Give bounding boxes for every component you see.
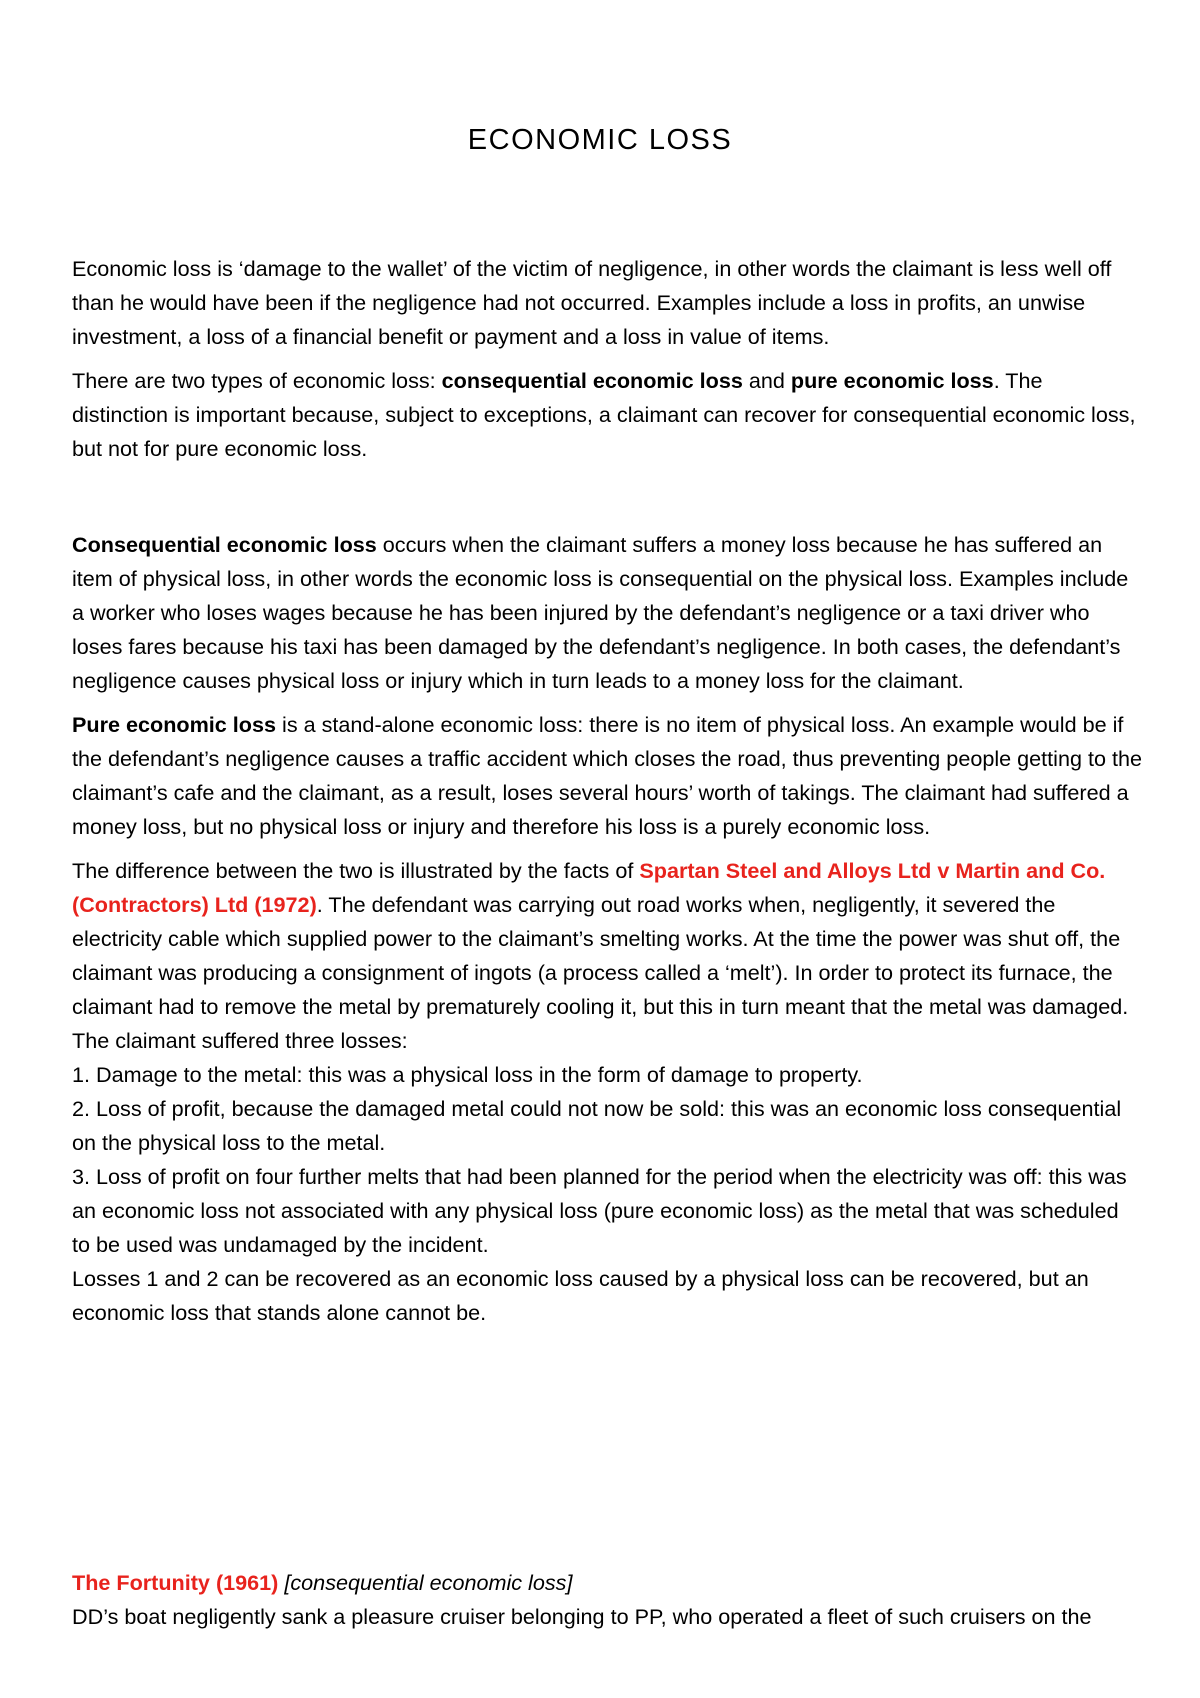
fortunity-section xyxy=(72,1566,1142,1634)
spartan-paragraph xyxy=(72,854,1142,1058)
types-lead: There are two types of economic loss: xyxy=(72,368,442,393)
term-consequential: consequential economic loss xyxy=(441,368,743,393)
case-name-spartan: Spartan Steel and Alloys Ltd v Martin and Co. (Contractors) Ltd (1972) xyxy=(72,858,1106,917)
consequential-paragraph xyxy=(72,528,1142,698)
types-rest: . The distinction is important because, subject to exceptions, a claimant can recover for consequential economic loss, but not for pure economic loss. xyxy=(72,368,1136,461)
fortunity-text: DD’s boat negligently sank a pleasure cruiser belonging to PP, who operated a fleet of such cruisers on the xyxy=(72,1604,1092,1629)
list-item: 1. Damage to the metal: this was a physical loss in the form of damage to property. xyxy=(72,1062,863,1087)
pure-term: Pure economic loss xyxy=(72,712,277,737)
intro-section xyxy=(72,252,1142,466)
list-item: 2. Loss of profit, because the damaged metal could not now be sold: this was an economic loss consequential on the physical loss to the metal. xyxy=(72,1096,1122,1155)
spartan-text: . The defendant was carrying out road works when, negligently, it severed the electricity cable which supplied power to the claimant’s smelting works. At the time the power was shut off, the claimant was producing a consignment of ingots (a process called a ‘melt’). In order to protect its furnace, the claimant had to remove the metal by prematurely cooling it, but this in turn meant that the metal was damaged. The claimant suffered three losses: xyxy=(72,892,1129,1053)
pure-paragraph xyxy=(72,708,1142,844)
case-note: [consequential economic loss] xyxy=(278,1570,573,1595)
fortunity-heading xyxy=(72,1566,1142,1600)
pure-text: is a stand-alone economic loss: there is no item of physical loss. An example would be if the defendant’s negligence causes a traffic accident which closes the road, thus preventing people getting to the claimant’s cafe and the claimant, as a result, loses several hours’ worth of takings. The claimant had suffered a money loss, but no physical loss or injury and therefore his loss is a purely economic loss. xyxy=(72,712,1143,839)
list-item: 3. Loss of profit on four further melts that had been planned for the period when the electricity was off: this was an economic loss not associated with any physical loss (pure economic loss) as the metal that was scheduled to be used was undamaged by the incident. xyxy=(72,1164,1127,1257)
page-title: ECONOMIC LOSS xyxy=(467,124,733,156)
spartan-lead: The difference between the two is illustrated by the facts of xyxy=(72,858,640,883)
definitions-section xyxy=(72,528,1142,1330)
intro-paragraph: Economic loss is ‘damage to the wallet’ of the victim of negligence, in other words the claimant is less well off than he would have been if the negligence had not occurred. Examples include a loss in profits, an unwise investment, a loss of a financial benefit or payment and a loss in value of items. xyxy=(72,256,1112,349)
conclusion-paragraph: Losses 1 and 2 can be recovered as an economic loss caused by a physical loss can be recovered, but an economic loss that stands alone cannot be. xyxy=(72,1266,1089,1325)
consequential-term: Consequential economic loss xyxy=(72,532,377,557)
term-pure: pure economic loss xyxy=(790,368,994,393)
consequential-text: occurs when the claimant suffers a money loss because he has suffered an item of physical loss, in other words the economic loss is consequential on the physical loss. Examples include a worker who loses wages because he has been injured by the defendant’s negligence or a taxi driver who loses fares because his taxi has been damaged by the defendant’s negligence. In both cases, the defendant’s negligence causes physical loss or injury which in turn leads to a money loss for the claimant. xyxy=(72,532,1129,693)
case-name-fortunity: The Fortunity (1961) xyxy=(72,1570,279,1595)
types-and: and xyxy=(742,368,791,393)
types-paragraph xyxy=(72,364,1142,466)
